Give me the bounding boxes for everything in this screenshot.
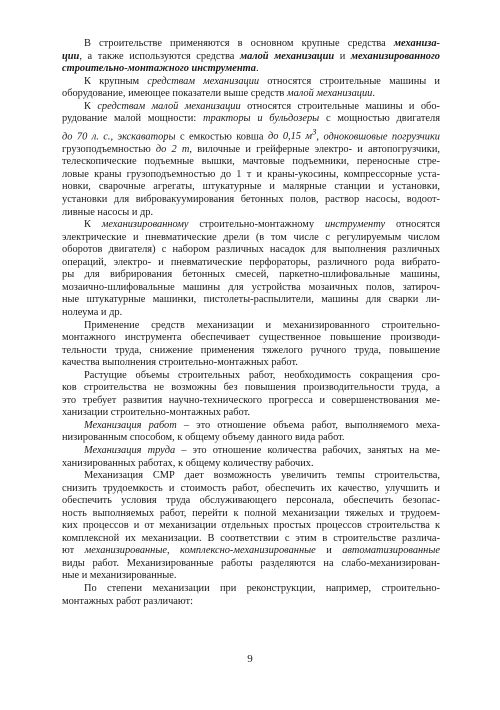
text-line: до 70 л. с., экскаваторы с емкостью ковша до 0,15 $м^3$, одноковшовые погрузчики [62, 126, 441, 143]
text-line: ции, а также используются средства малой механизации и механизированного [62, 50, 440, 62]
text-line: ность выполняемых работ, перейти к полной механизации тяжелых и трудоем- [62, 507, 440, 519]
paragraph [62, 420, 440, 445]
text-line: это требует развития научно-технического прогресса и совершенствования ме- [62, 394, 440, 406]
text-line: рудование малой мощности: тракторы и бульдозеры с мощностью двигателя [62, 113, 440, 125]
text-line: ханизации строительно-монтажных работ. [62, 407, 250, 419]
text-line: Механизация работ – это отношение объема работ, выполняемого меха- [84, 419, 440, 431]
text-line: монтажных работ различают: [62, 595, 193, 607]
text-line: монтажного инструмента обеспечивает существенное повышение производи- [62, 332, 440, 344]
text-line: низированным способом, к общему объему данного вида работ. [62, 432, 345, 444]
text-line: виды работ. Механизированные работы разделяются на слабо-механизирован- [62, 557, 440, 569]
paragraph [62, 583, 440, 608]
text-line: тельности труда, снижение применения тяжелого ручного труда, повышение [62, 344, 440, 356]
text-line: снизить трудоемкость и стоимость работ, обеспечить их качество, улучшить и [62, 482, 440, 494]
text-line: По степени механизации при реконструкции, например, строительно- [84, 582, 440, 594]
text-line: строительно-монтажного инструмента. [62, 63, 259, 75]
text-line: К средствам малой механизации относятся строительные машины и обо- [84, 100, 441, 112]
text-line: ры для вибрирования бетонных смесей, паркетно-шлифовальные машины, [62, 269, 440, 281]
text-line: ких процессов и от механизации отдельных простых процессов строительства к [62, 520, 440, 532]
text-line: В строительстве применяются в основном крупные средства механиза- [84, 38, 440, 49]
page-body [62, 38, 440, 608]
text-line: Механизация СМР дает возможность увеличить темпы строительства, [84, 470, 440, 482]
text-line: качества выполнения строительно-монтажных работ. [62, 357, 298, 369]
text-line: оборотов двигателя) с набором различных насадок для выполнения различных [62, 244, 440, 256]
text-line: Применение средств механизации и механизированного строительно- [84, 319, 440, 331]
text-line: ловые краны грузоподъемностью до 1 т и краны-укосины, компрессорные уста- [62, 168, 440, 180]
text-line: новки, сварочные агрегаты, штукатурные и малярные станции и установки, [62, 181, 440, 193]
text-line: ют механизированные, комплексно-механизированные и автоматизированные [62, 545, 440, 557]
text-line: установки для вибровакуумирования бетонных полов, раствор насосы, водоот- [62, 194, 440, 206]
text-line: Механизация труда – это отношение количества рабочих, занятых на ме- [84, 444, 440, 456]
text-line: ные штукатурные машинки, пистолеты-распылители, машины для сварки ли- [62, 294, 440, 306]
text-line: операций, электро- и пневматические перфораторы, различного рода вибрато- [62, 256, 440, 268]
text-line: грузоподъемностью до 2 т, вилочные и грейферные электро- и автопогрузчики, [62, 143, 440, 155]
text-line: ные и механизированные. [62, 570, 177, 582]
paragraph [62, 76, 440, 101]
text-line: телескопические подъемные вышки, мачтовые подъемники, переносные стре- [62, 156, 440, 168]
paragraph [62, 38, 440, 76]
text-line: оборудование, имеющее показатели выше средств малой механизации. [62, 88, 375, 100]
text-line: электрические и пневматические дрели (в том числе с регулируемым числом [62, 231, 440, 243]
paragraph [62, 101, 440, 219]
paragraph [62, 445, 440, 470]
text-line: ханизированных работах, к общему количеству рабочих. [62, 457, 314, 469]
paragraph [62, 320, 440, 370]
paragraph [62, 370, 440, 420]
text-line: комплексной их механизации. В соответствии с этим в строительстве различа- [62, 532, 440, 544]
text-line: мозаично-шлифовальные машины для устройства мозаичных полов, затироч- [62, 281, 440, 293]
text-line: ливные насосы и др. [62, 206, 154, 218]
text-line: ков строительства не возможны без повышения производительности труда, а [62, 382, 440, 394]
text-line: обеспечить условия труда обслуживающего персонала, обеспечить безопас- [62, 495, 440, 507]
paragraph [62, 470, 440, 583]
text-line: нолеума и др. [62, 306, 123, 318]
text-line: К механизированному строительно-монтажному инструменту относятся [84, 219, 441, 231]
text-line: Растущие объемы строительных работ, необходимость сокращения сро- [84, 369, 440, 381]
paragraph [62, 219, 440, 319]
page-number: 9 [247, 653, 253, 665]
text-line: К крупным средствам механизации относятся строительные машины и [84, 75, 440, 87]
